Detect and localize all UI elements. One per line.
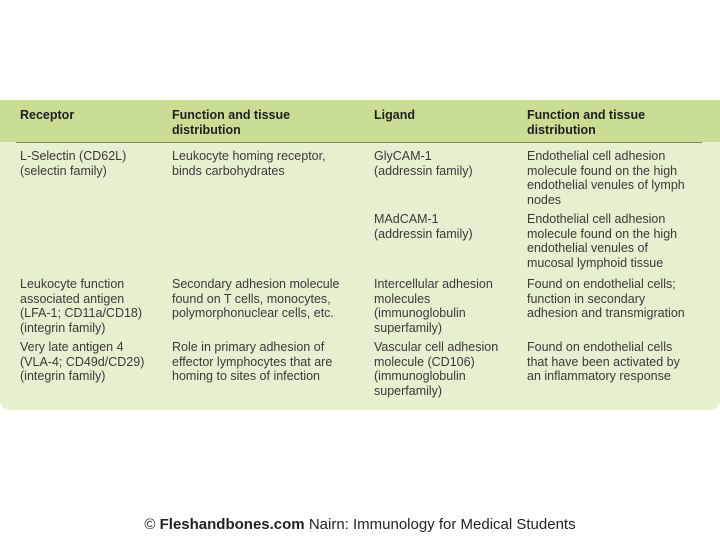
table-cell: Endothelial cell adhesion molecule found on the high endothelial venules of mucosal lymphoid tissue: [527, 212, 678, 270]
table-cell: GlyCAM-1 (addressin family): [374, 149, 473, 178]
header-ligand: Ligand: [374, 108, 415, 122]
header-receptor-function: Function and tissue distribution: [172, 108, 291, 137]
table-cell: L-Selectin (CD62L) (selectin family): [20, 149, 127, 178]
table-cell: Endothelial cell adhesion molecule found on the high endothelial venules of lymph nodes: [527, 149, 685, 207]
table-cell: Intercellular adhesion molecules (immunoglobulin superfamily): [374, 277, 493, 335]
table-cell: Role in primary adhesion of effector lymphocytes that are homing to sites of infection: [172, 340, 333, 384]
header-ligand-function: Function and tissue distribution: [527, 108, 646, 137]
table-cell: Found on endothelial cells that have been activated by an inflammatory response: [527, 340, 680, 384]
table-cell: Found on endothelial cells; function in secondary adhesion and transmigration: [527, 277, 685, 321]
table-cell: Vascular cell adhesion molecule (CD106) (immunoglobulin superfamily): [374, 340, 499, 398]
table-cell: Very late antigen 4 (VLA-4; CD49d/CD29) (integrin family): [20, 340, 145, 384]
header-divider: [16, 142, 702, 143]
site-name: Fleshandbones.com: [159, 516, 305, 533]
receptor-ligand-table: [0, 100, 720, 410]
table-cell: MAdCAM-1 (addressin family): [374, 212, 473, 241]
table-header-row: [0, 100, 720, 142]
table-cell: Secondary adhesion molecule found on T cells, monocytes, polymorphonuclear cells, etc.: [172, 277, 340, 321]
copyright-symbol: ©: [144, 516, 156, 533]
table-cell: Leukocyte homing receptor, binds carbohydrates: [172, 149, 326, 178]
copyright-footer: [0, 516, 720, 533]
header-receptor: Receptor: [20, 108, 75, 122]
table-cell: Leukocyte function associated antigen (LFA-1; CD11a/CD18) (integrin family): [20, 277, 143, 335]
book-citation: Nairn: Immunology for Medical Students: [308, 516, 576, 533]
